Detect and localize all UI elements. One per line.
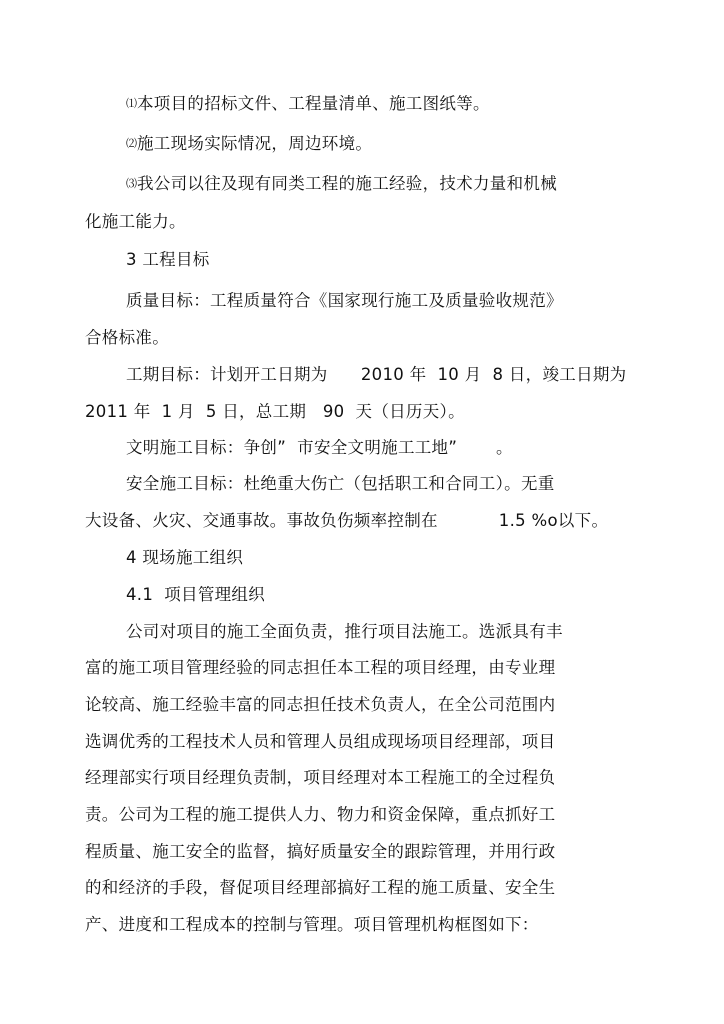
- text-line: 责。公司为工程的施工提供人力、物力和资金保障，重点抓好工: [85, 805, 556, 824]
- list-marker: ⑶: [126, 177, 137, 190]
- text-line: 质量目标：工程质量符合《国家现行施工及质量验收规范》: [126, 291, 563, 310]
- text-line: 化施工能力。: [85, 212, 186, 231]
- line-text: 我公司以往及现有同类工程的施工经验，技术力量和机械: [137, 174, 557, 193]
- text-line: 安全施工目标：杜绝重大伤亡（包括职工和合同工）。无重: [126, 474, 555, 493]
- line-text: 本项目的招标文件、工程量清单、施工图纸等。: [137, 94, 490, 113]
- section-heading-4: 4 现场施工组织: [126, 548, 244, 567]
- basis-item-1: [126, 93, 490, 115]
- list-marker: ⑵: [126, 137, 137, 150]
- text-line: 程质量、施工安全的监督，搞好质量安全的跟踪管理，并用行政: [85, 842, 556, 861]
- subsection-heading-4-1: 4.1 项目管理组织: [126, 585, 266, 604]
- text-line: 2011 年 1 月 5 日，总工期 90 天（日历天）。: [85, 402, 465, 421]
- text-line: 合格标准。: [85, 328, 169, 347]
- text-line: 的和经济的手段，督促项目经理部搞好工程的施工质量、安全生: [85, 878, 556, 897]
- text-line: 公司对项目的施工全面负责，推行项目法施工。选派具有丰: [126, 622, 563, 641]
- line-text: 施工现场实际情况，周边环境。: [137, 134, 373, 153]
- text-line: 工期目标：计划开工日期为 2010 年 10 月 8 日，竣工日期为: [126, 365, 627, 384]
- text-line: 论较高、施工经验丰富的同志担任技术负责人，在全公司范围内: [85, 695, 556, 714]
- text-line: 选调优秀的工程技术人员和管理人员组成现场项目经理部，项目: [85, 732, 556, 751]
- text-line: 文明施工目标：争创” 市安全文明施工工地” 。: [126, 438, 513, 457]
- text-line: 经理部实行项目经理负责制，项目经理对本工程施工的全过程负: [85, 768, 556, 787]
- text-line: 富的施工项目管理经验的同志担任本工程的项目经理，由专业理: [85, 658, 556, 677]
- basis-item-3: [126, 173, 557, 195]
- list-marker: ⑴: [126, 97, 137, 110]
- section-heading-3: 3 工程目标: [126, 250, 210, 269]
- basis-item-2: [126, 133, 372, 155]
- text-line: 大设备、火灾、交通事故。事故负伤频率控制在 1.5 %o以下。: [85, 511, 609, 530]
- text-line: 产、进度和工程成本的控制与管理。项目管理机构框图如下：: [85, 915, 539, 934]
